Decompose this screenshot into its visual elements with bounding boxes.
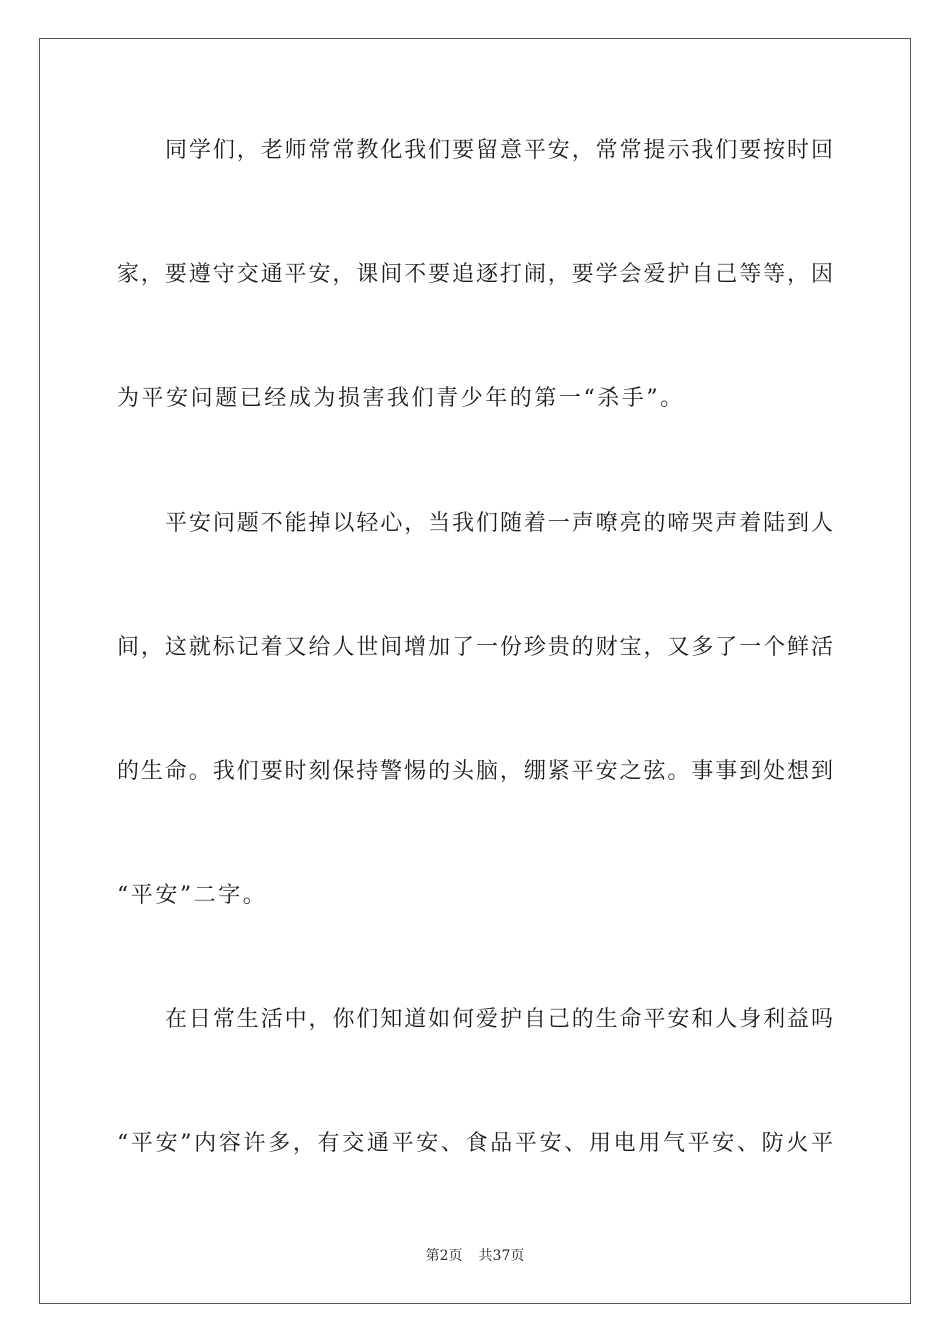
paragraph-line: 的生命。我们要时刻保持警惕的头脑，绷紧平安之弦。事事到处想到: [117, 759, 833, 784]
page-number: 第2页: [425, 1248, 463, 1264]
paragraph-line: 间，这就标记着又给人世间增加了一份珍贵的财宝，又多了一个鲜活: [117, 635, 833, 660]
paragraph-line: 为平安问题已经成为损害我们青少年的第一“杀手”。: [117, 386, 685, 411]
paragraph-line: “平安”内容许多，有交通平安、食品平安、用电用气平安、防火平: [117, 1131, 833, 1156]
page-total: 共37页: [478, 1248, 525, 1264]
page-footer: [0, 1247, 950, 1265]
page-border: [39, 38, 911, 1304]
paragraph-line: 平安问题不能掉以轻心，当我们随着一声嘹亮的啼哭声着陆到人: [165, 511, 833, 536]
paragraph-line: “平安”二字。: [117, 883, 268, 908]
paragraph-line: 家，要遵守交通平安，课间不要追逐打闹，要学会爱护自己等等，因: [117, 262, 833, 287]
paragraph-line: 同学们，老师常常教化我们要留意平安，常常提示我们要按时回: [165, 138, 833, 163]
paragraph-line: 在日常生活中，你们知道如何爱护自己的生命平安和人身利益吗: [165, 1007, 833, 1032]
